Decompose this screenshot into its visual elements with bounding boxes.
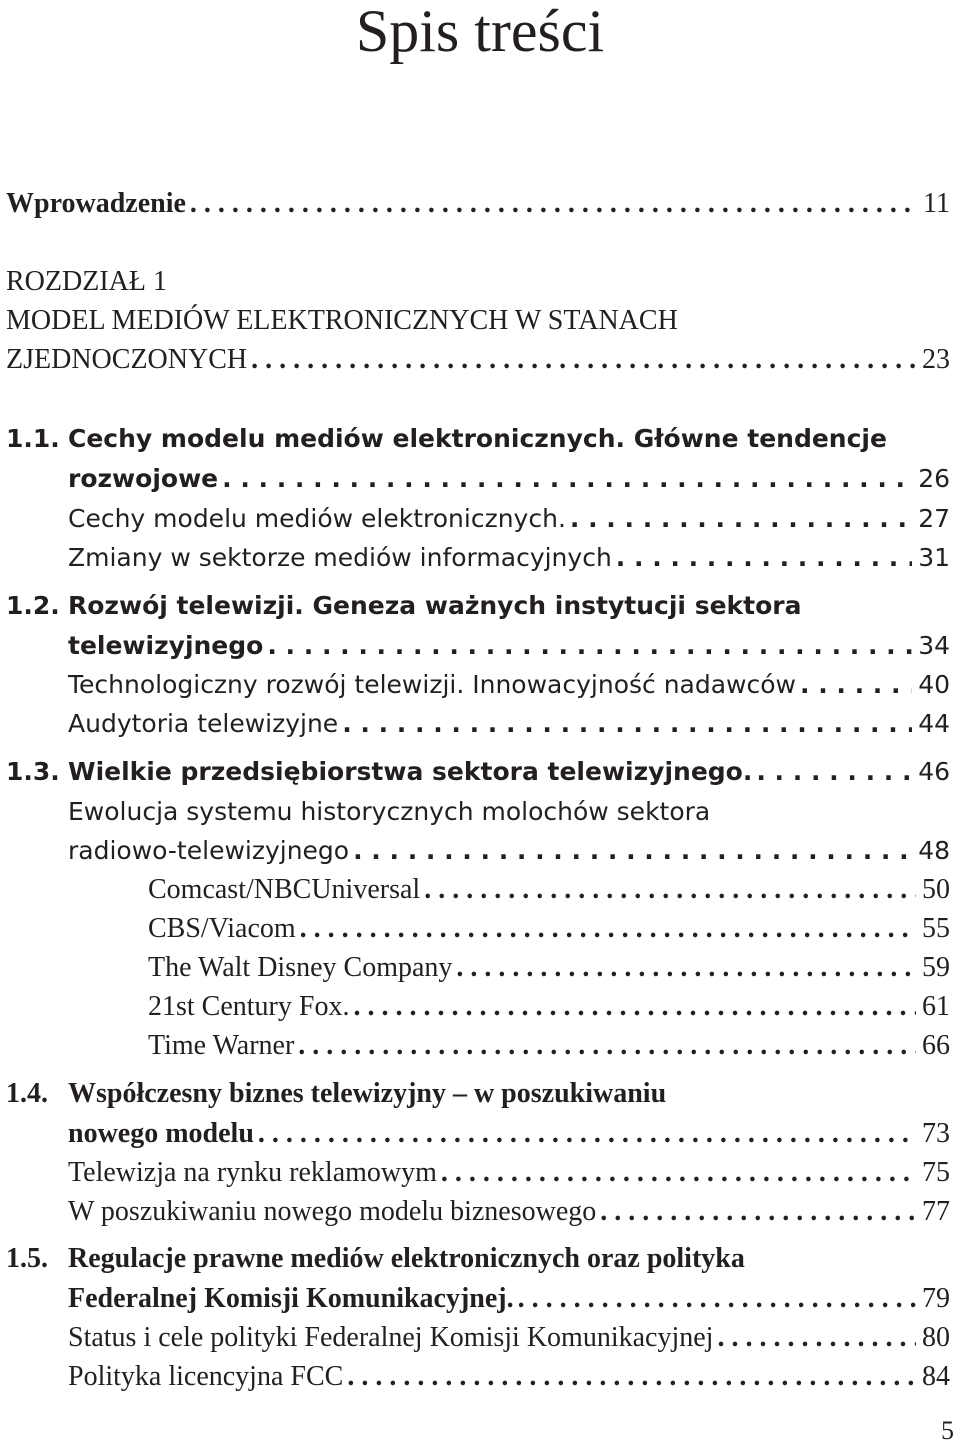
company-label: The Walt Disney Company [148,952,453,983]
toc-subentry[interactable] [0,1194,950,1230]
toc-page-number: 26 [918,464,950,493]
leader-dots [343,1359,916,1395]
company-label: CBS/Viacom [148,913,296,944]
toc-page-number: 55 [922,913,950,944]
toc-page-number: 27 [918,504,950,533]
toc-subentry[interactable] [0,1320,950,1356]
toc-entry-chapter-1[interactable] [0,342,950,378]
toc-page-number: 84 [922,1361,950,1392]
subentry-label: Technologiczny rozwój telewizji. Innowacyjność nadawców [68,670,796,699]
leader-dots [263,628,912,664]
toc-page-number: 23 [922,344,950,375]
leader-dots [420,872,916,908]
toc-subentry[interactable] [0,501,950,537]
company-label: 21st Century Fox. [148,991,350,1022]
leader-dots [596,1194,916,1230]
section-title: Współczesny biznes telewizyjny – w poszukiwaniu [68,1078,667,1109]
toc-subentry[interactable] [0,1359,950,1395]
leader-dots [713,1320,916,1356]
company-label: Comcast/NBCUniversal [148,874,421,905]
toc-section-1-1-cont[interactable] [0,461,950,497]
leader-dots [296,911,916,947]
toc-company[interactable] [0,989,950,1025]
section-title: Wielkie przedsiębiorstwa sektora telewizyjnego. [68,757,753,786]
section-title: Cechy modelu mediów elektronicznych. Główne tendencje [68,424,887,453]
chapter-heading[interactable] [0,264,950,300]
toc-company[interactable] [0,872,950,908]
toc-page-number: 75 [922,1157,950,1188]
leader-dots [186,186,917,222]
toc-subentry[interactable] [0,667,950,703]
toc-subentry[interactable] [0,540,950,576]
toc-entry-label: Wprowadzenie [6,188,186,219]
section-number: 1.1. [6,424,60,453]
section-title: rozwojowe [68,464,219,493]
toc-page-number: 40 [918,670,950,699]
chapter-title: MODEL MEDIÓW ELEKTRONICZNYCH W STANACH [6,305,678,336]
toc-section-1-2[interactable] [0,588,950,624]
toc-page-number: 44 [918,709,950,738]
leader-dots [294,1028,916,1064]
toc-section-1-4[interactable] [0,1076,950,1112]
subentry-label: Audytoria telewizyjne [68,709,339,738]
section-number: 1.2. [6,591,60,620]
toc-section-1-5[interactable] [0,1241,950,1277]
chapter-title-line [0,303,950,339]
toc-subentry[interactable] [0,794,950,830]
toc-page-number: 59 [922,952,950,983]
toc-entry-intro[interactable] [0,186,950,222]
leader-dots [338,706,912,742]
leader-dots [218,461,912,497]
leader-dots [796,667,912,703]
section-number: 1.4. [6,1078,48,1109]
leader-dots [349,989,916,1025]
toc-company[interactable] [0,911,950,947]
chapter-label: ROZDZIAŁ 1 [6,266,167,297]
subentry-label: Polityka licencyjna FCC [68,1361,344,1392]
toc-section-1-4-cont[interactable] [0,1116,950,1152]
toc-page-number: 80 [922,1322,950,1353]
toc-page-number: 61 [922,991,950,1022]
toc-section-1-3[interactable] [0,754,950,790]
company-label: Time Warner [148,1030,295,1061]
toc-section-1-2-cont[interactable] [0,628,950,664]
toc-subentry[interactable] [0,833,950,869]
subentry-label: Cechy modelu mediów elektronicznych. [68,504,566,533]
section-title: nowego modelu [68,1118,254,1149]
leader-dots [437,1155,916,1191]
leader-dots [254,1116,916,1152]
toc-page-number: 48 [918,836,950,865]
subentry-label: Telewizja na rynku reklamowym [68,1157,437,1188]
leader-dots [514,1281,916,1317]
leader-dots [349,833,912,869]
toc-page-number: 73 [922,1118,950,1149]
section-number: 1.5. [6,1243,48,1274]
page-number: 5 [941,1416,954,1445]
subentry-label: radiowo-telewizyjnego [68,836,350,865]
subentry-label: Zmiany w sektorze mediów informacyjnych [68,543,612,572]
subentry-label: Ewolucja systemu historycznych molochów sektora [68,797,711,826]
toc-page-number: 31 [918,543,950,572]
toc-page-number: 11 [923,188,950,219]
subentry-label: W poszukiwaniu nowego modelu biznesowego [68,1196,597,1227]
toc-company[interactable] [0,1028,950,1064]
toc-section-1-5-cont[interactable] [0,1281,950,1317]
toc-subentry[interactable] [0,706,950,742]
section-title: Federalnej Komisji Komunikacyjnej. [68,1283,514,1314]
subentry-label: Status i cele polityki Federalnej Komisji Komunikacyjnej [68,1322,714,1353]
leader-dots [452,950,916,986]
section-title: Rozwój telewizji. Geneza ważnych instytucji sektora [68,591,802,620]
section-title: telewizyjnego [68,631,264,660]
toc-section-1-1[interactable] [0,421,950,457]
leader-dots [752,754,912,790]
leader-dots [566,501,912,537]
leader-dots [247,342,916,378]
toc-page-number: 66 [922,1030,950,1061]
leader-dots [612,540,912,576]
chapter-title: ZJEDNOCZONYCH [6,344,248,375]
toc-page-number: 79 [922,1283,950,1314]
toc-page-number: 77 [922,1196,950,1227]
toc-page-number: 34 [918,631,950,660]
page-title: Spis treści [355,0,605,64]
section-title: Regulacje prawne mediów elektronicznych oraz polityka [68,1243,745,1274]
toc-page-number: 46 [918,757,950,786]
toc-company[interactable] [0,950,950,986]
toc-subentry[interactable] [0,1155,950,1191]
section-number: 1.3. [6,757,60,786]
toc-page-number: 50 [922,874,950,905]
